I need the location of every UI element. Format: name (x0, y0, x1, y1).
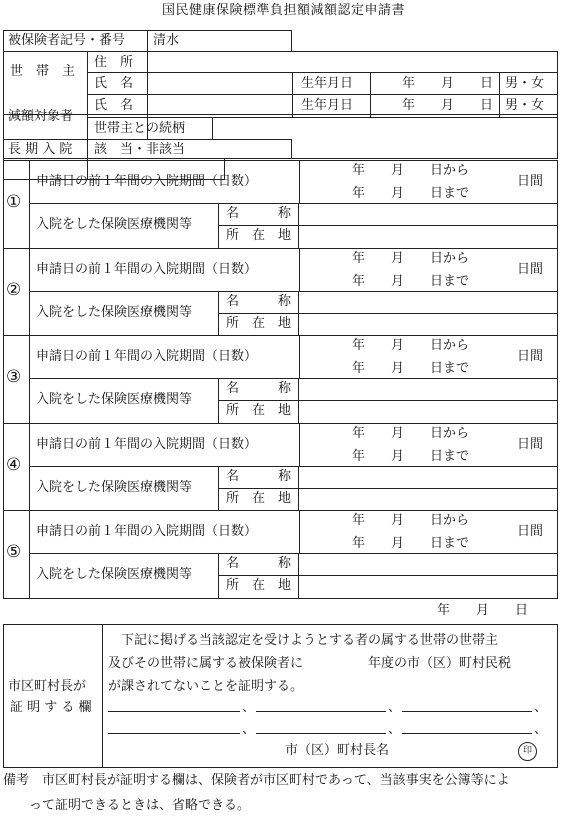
stay-period-label: 申請日の前１年間の入院期間（日数） (36, 261, 258, 277)
institution-label: 入院をした保険医療機関等 (36, 479, 193, 495)
institution-address-label: 所 在 地 (226, 228, 292, 243)
head-name-label: 氏 名 (94, 76, 134, 91)
cert-text-line1: 下記に掲げる当該認定を受けようとする者の属する世帯の世帯主 (108, 633, 499, 648)
relation-label: 世帯主との続柄 (94, 121, 186, 136)
period-number: ③ (6, 367, 22, 387)
blank-line-5[interactable] (256, 733, 386, 734)
insured-symbol-label: 被保険者記号・番号 (8, 33, 126, 48)
period-number: ⑤ (6, 542, 22, 562)
institution-address-label: 所 在 地 (226, 490, 292, 506)
target-birth-date[interactable]: 年 月 日 (402, 98, 494, 113)
blank-line-4[interactable] (108, 733, 240, 734)
seal-text: 印 (522, 746, 532, 756)
blank-line-1[interactable] (108, 711, 240, 712)
head-sex[interactable]: 男・女 (505, 76, 545, 91)
stay-period-label: 申請日の前１年間の入院期間（日数） (36, 174, 258, 189)
institution-name-label: 名 称 (226, 206, 292, 221)
target-label: 減額対象者 (8, 109, 74, 124)
institution-name-label: 名 称 (226, 556, 292, 571)
institution-name-label: 名 称 (226, 468, 292, 484)
stay-days[interactable]: 日間 (517, 349, 544, 364)
application-date[interactable]: 年 月 日 (437, 603, 529, 618)
blank-line-3[interactable] (402, 711, 532, 712)
institution-label: 入院をした保険医療機関等 (36, 304, 193, 320)
address-label: 住 所 (94, 55, 134, 70)
stay-days[interactable]: 日間 (517, 174, 544, 189)
head-birth-label: 生年月日 (301, 76, 354, 91)
stay-to[interactable]: 年 月 日まで (352, 448, 470, 464)
stay-from[interactable]: 年 月 日から (352, 513, 470, 528)
notes-line2: って証明できるときは、省略できる。 (3, 798, 251, 813)
stay-from[interactable]: 年 月 日から (352, 425, 470, 441)
cert-text-line2: 及びその世帯に属する被保険者に 年度の市（区）町村民税 (108, 656, 512, 671)
stay-to[interactable]: 年 月 日まで (352, 361, 470, 376)
insured-symbol-value: 清水 (153, 33, 180, 48)
stay-period-label: 申請日の前１年間の入院期間（日数） (36, 349, 258, 364)
period-number: ② (6, 279, 22, 300)
stay-from[interactable]: 年 月 日から (352, 250, 470, 266)
institution-address-label: 所 在 地 (226, 403, 292, 418)
institution-address-label: 所 在 地 (226, 578, 292, 593)
stay-days[interactable]: 日間 (517, 524, 544, 539)
period-number: ④ (6, 454, 22, 475)
stay-to[interactable]: 年 月 日まで (352, 273, 470, 289)
head-birth-date[interactable]: 年 月 日 (402, 76, 494, 91)
institution-name-label: 名 称 (226, 381, 292, 396)
target-name-label: 氏 名 (94, 98, 134, 113)
stay-to[interactable]: 年 月 日まで (352, 186, 470, 201)
stay-period-label: 申請日の前１年間の入院期間（日数） (36, 524, 258, 539)
cert-label-line1: 市区町村長が (8, 679, 87, 694)
institution-label: 入院をした保険医療機関等 (36, 392, 193, 407)
stay-days[interactable]: 日間 (517, 261, 544, 277)
cert-text-line3: が課されてないことを証明する。 (108, 679, 304, 694)
stay-period-label: 申請日の前１年間の入院期間（日数） (36, 436, 258, 452)
target-sex[interactable]: 男・女 (505, 98, 545, 113)
form-title: 国民健康保険標準負担額減額認定申請書 (161, 3, 405, 18)
long-stay-label: 長 期 入 院 (8, 142, 73, 157)
long-stay-value[interactable]: 該 当・非該当 (94, 142, 186, 157)
household-head-label: 世 帯 主 (10, 64, 76, 79)
period-number: ① (6, 192, 22, 212)
blank-line-2[interactable] (256, 711, 386, 712)
stay-from[interactable]: 年 月 日から (352, 163, 470, 178)
cert-label-line2: 証 明 す る 欄 (10, 700, 92, 715)
target-birth-label: 生年月日 (301, 98, 354, 113)
notes-line1: 備考 市区町村長が証明する欄は、保険者が市区町村であって、当該事実を公簿等によ (3, 773, 510, 788)
stay-to[interactable]: 年 月 日まで (352, 536, 470, 551)
institution-address-label: 所 在 地 (226, 315, 292, 331)
stay-days[interactable]: 日間 (517, 436, 544, 452)
seal-mark (518, 742, 537, 761)
mayor-name-label: 市（区）町村長名 (285, 743, 390, 758)
institution-label: 入院をした保険医療機関等 (36, 217, 193, 232)
blank-line-6[interactable] (402, 733, 532, 734)
institution-name-label: 名 称 (226, 293, 292, 309)
stay-from[interactable]: 年 月 日から (352, 338, 470, 353)
institution-label: 入院をした保険医療機関等 (36, 567, 193, 582)
